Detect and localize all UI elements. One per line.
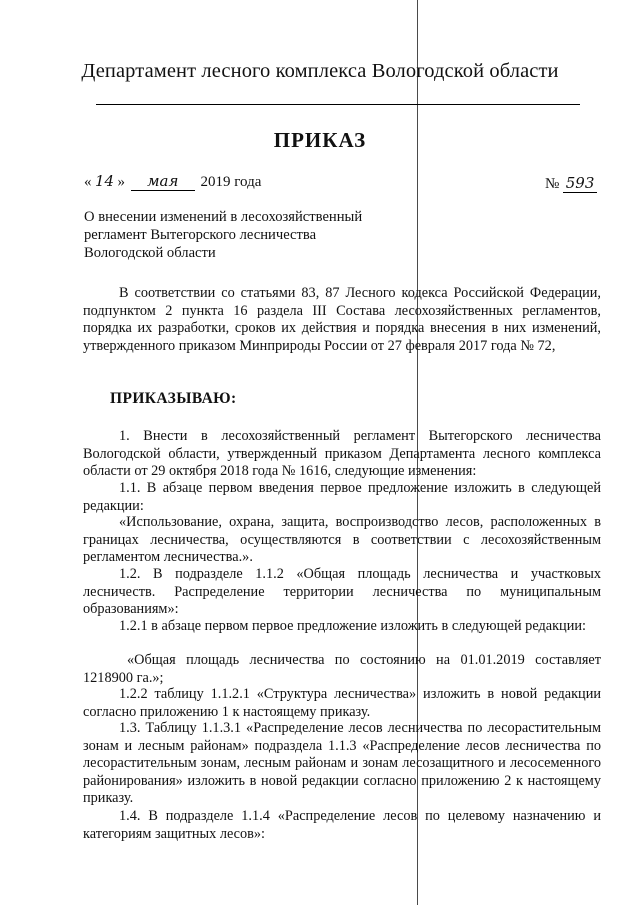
- item-1-3: 1.3. Таблицу 1.1.3.1 «Распределение лесов лесничества по лесорастительным зонам и лесным районам» подраздела 1.1.3 «Распределение лесов лесничества по лесорастительным зонам, лесным районам и зонам лесозащитного и лесосеменного районирования» изложить в новой редакции согласно приложению 2 к настоящему приказу.: [83, 720, 601, 807]
- date-year: 2019 года: [200, 174, 262, 190]
- handwritten-number: 593: [563, 174, 597, 193]
- item-1-2-2: 1.2.2 таблицу 1.1.2.1 «Структура лесничества» изложить в новой редакции согласно приложению 1 к настоящему приказу.: [83, 686, 601, 720]
- subject-line-2: регламент Вытегорского лесничества: [84, 227, 317, 243]
- subject-line-3: Вологодской области: [84, 245, 216, 261]
- item-1-1-quote: «Использование, охрана, защита, воспроизводство лесов, расположенных в границах лесничества, осуществляются в соответствии с лесохозяйственным регламентом лесничества.».: [83, 514, 601, 566]
- order-subject: [84, 208, 384, 262]
- date-close-quote: »: [117, 174, 125, 190]
- header-divider: [96, 104, 580, 105]
- handwritten-month: мая: [131, 172, 195, 191]
- number-sign: №: [545, 176, 560, 192]
- item-1-4: 1.4. В подразделе 1.1.4 «Распределение лесов по целевому назначению и категориям защитных лесов»:: [83, 808, 601, 842]
- item-1-2: 1.2. В подразделе 1.1.2 «Общая площадь лесничества и участковых лесничеств. Распределение территории лесничества по муниципальным образованиям»:: [83, 566, 601, 618]
- item-1-2-1: 1.2.1 в абзаце первом первое предложение изложить в следующей редакции:: [119, 618, 586, 634]
- department-title: Департамент лесного комплекса Вологодской области: [81, 60, 559, 82]
- item-1-2-1-quote: «Общая площадь лесничества по состоянию на 01.01.2019 составляет 1218900 га.»;: [83, 652, 601, 686]
- preamble-paragraph: В соответствии со статьями 83, 87 Лесного кодекса Российской Федерации, подпунктом 2 пункта 16 раздела III Состава лесохозяйственных регламентов, порядка их разработки, сроков их действия и порядка внесения в них изменений, утвержденного приказом Минприроды России от 27 февраля 2017 года № 72,: [83, 285, 601, 354]
- order-directive-heading: ПРИКАЗЫВАЮ:: [110, 390, 237, 407]
- document-type-heading: ПРИКАЗ: [273, 128, 367, 152]
- order-number: [545, 174, 597, 193]
- item-1-1: 1.1. В абзаце первом введения первое предложение изложить в следующей редакции:: [83, 480, 601, 514]
- order-date: [84, 172, 261, 191]
- subject-line-1: О внесении изменений в лесохозяйственный: [84, 209, 363, 225]
- item-1: 1. Внести в лесохозяйственный регламент Вытегорского лесничества Вологодской области, утвержденный приказом Департамента лесного комплекса области от 29 октября 2018 года № 1616, следующие изменения:: [83, 428, 601, 480]
- handwritten-day: 14: [94, 172, 115, 190]
- date-open-quote: «: [84, 174, 92, 190]
